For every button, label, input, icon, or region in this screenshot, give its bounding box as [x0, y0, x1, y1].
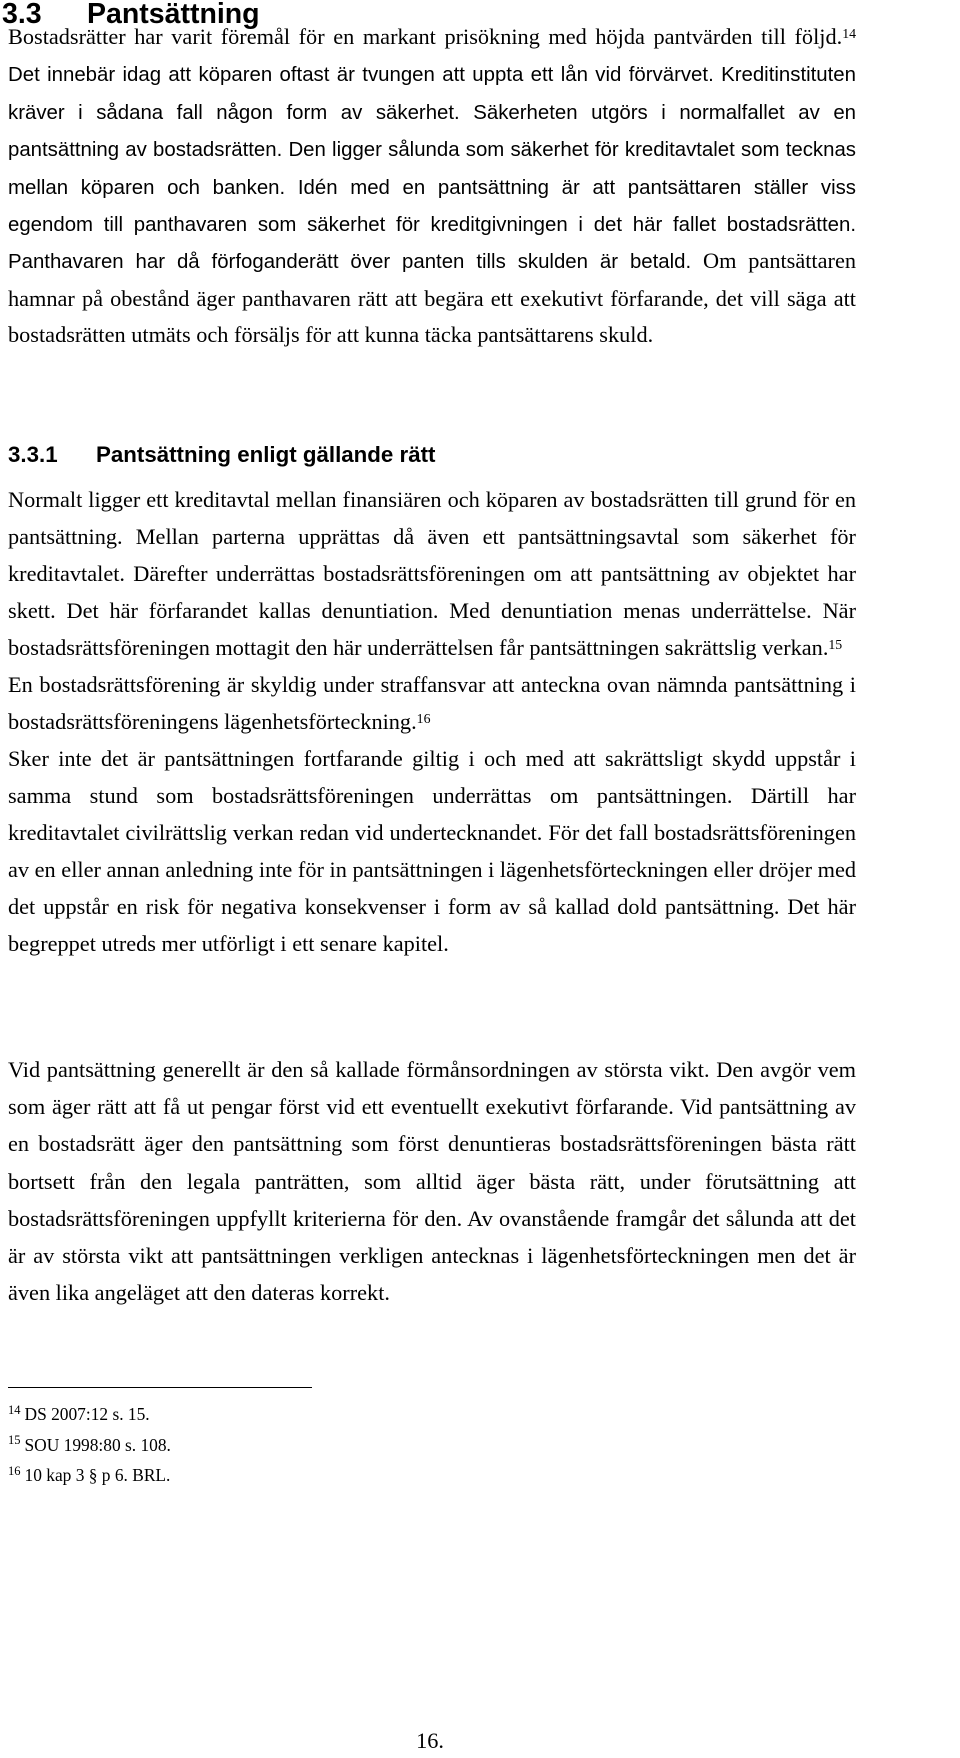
footnote-text: 10 kap 3 § p 6. BRL.	[24, 1465, 171, 1485]
footnote-15	[8, 1430, 708, 1461]
footnote-text: DS 2007:12 s. 15.	[24, 1404, 150, 1424]
paragraph-formansordning: Vid pantsättning generellt är den så kallade förmånsordningen av största vikt. Den avgör vem som äger rätt att få ut pengar först vid ett eventuellt exekutivt förfarande. Vid pantsättning av en bostadsrätt äger den pantsättning som först denuntieras bostadsrättsföreningen bästa rätt bortsett från den legala panträtten, som alltid äger bästa rätt, under förutsättning att bostadsrättsföreningen uppfyllt kriterierna för den. Av ovanstående framgår det sålunda att det är av största vikt att pantsättningen verkligen antecknas i lägenhetsförteckningen men det är även lika angeläget att den dateras korrekt.	[8, 1057, 856, 1306]
footnote-ref-16: 16	[416, 710, 431, 726]
paragraph2-text-b: En bostadsrättsförening är skyldig under straffansvar att anteckna ovan nämnda pantsättning i bostadsrättsföreningens lägenhetsförteckning.	[8, 672, 856, 734]
footnote-14	[8, 1399, 708, 1430]
paragraph2-text-c: Sker inte det är pantsättningen fortfarande giltig i och med att sakrättsligt skydd uppstår i samma stund som bostadsrättsföreningen underrättas om pantsättningen. Därtill har kreditavtalet civilrättslig verkan redan vid undertecknandet. För det fall bostadsrättsföreningen av en eller annan anledning inte för in pantsättningen i lägenhetsförteckningen eller dröjer med det uppstår en risk för negativa konsekvenser i form av så kallad dold pantsättning. Det här begreppet utreds mer utförligt i ett senare kapitel.	[8, 746, 856, 956]
footnote-text: SOU 1998:80 s. 108.	[24, 1434, 171, 1455]
paragraph2-text-a: Normalt ligger ett kreditavtal mellan finansiären och köparen av bostadsrätten till grund för en pantsättning. Mellan parterna upprättas då även ett pantsättningsavtal som säkerhet för kreditavtalet. Därefter underrättas bostadsrättsföreningen om att pantsättning av objektet har skett. Det här förfarandet kallas denuntiation. Med denuntiation menas underrättelse. När bostadsrättsföreningen mottagit den här underrättelsen får pantsättningen sakrättslig verkan.	[8, 487, 856, 660]
footnote-ref-15: 15	[828, 636, 843, 652]
subsection-heading	[8, 437, 435, 473]
footnote-ref-14: 14	[842, 25, 856, 41]
section-title: Pantsättning	[87, 0, 260, 30]
subsection-number: 3.3.1	[8, 442, 58, 467]
paragraph1-text-b: Det innebär idag att köparen oftast är tvungen att uppta ett lån vid förvärvet. Kreditinstituten kräver i sådana fall någon form av säkerhet. Säkerheten utgörs i normalfallet av en pantsättning av bostadsrätten. Den ligger sålunda som säkerhet för kreditavtalet som tecknas mellan köparen och banken. Idén med en pantsättning är att pantsättaren ställer viss egendom till panthavaren som säkerhet för kreditgivningen i det här fallet bostadsrätten. Panthavaren har då förfoganderätt över panten tills skulden är betald.	[8, 64, 856, 274]
section-number: 3.3	[2, 0, 42, 30]
footnote-16	[8, 1460, 708, 1491]
paragraph-gallande-ratt	[8, 481, 856, 962]
footnote-number: 14	[8, 1402, 21, 1417]
paragraph1-text-a: Bostadsrätter har varit föremål för en markant prisökning med höjda pantvärden till följd.	[8, 24, 843, 49]
paragraph1-text-c: Om pantsättaren hamnar på obestånd äger panthavaren rätt att begära ett exekutivt förfarande, det vill säga att bostadsrätten utmäts och försäljs för att kunna täcka pantsättarens skuld.	[8, 248, 856, 348]
footnote-divider	[8, 1387, 312, 1388]
footnote-number: 16	[8, 1463, 21, 1478]
footnote-number: 15	[8, 1433, 21, 1448]
footnotes	[8, 1399, 708, 1491]
page-number: 16.	[416, 1728, 444, 1753]
subsection-title: Pantsättning enligt gällande rätt	[96, 442, 436, 467]
paragraph-pantsattning-intro	[8, 19, 856, 354]
